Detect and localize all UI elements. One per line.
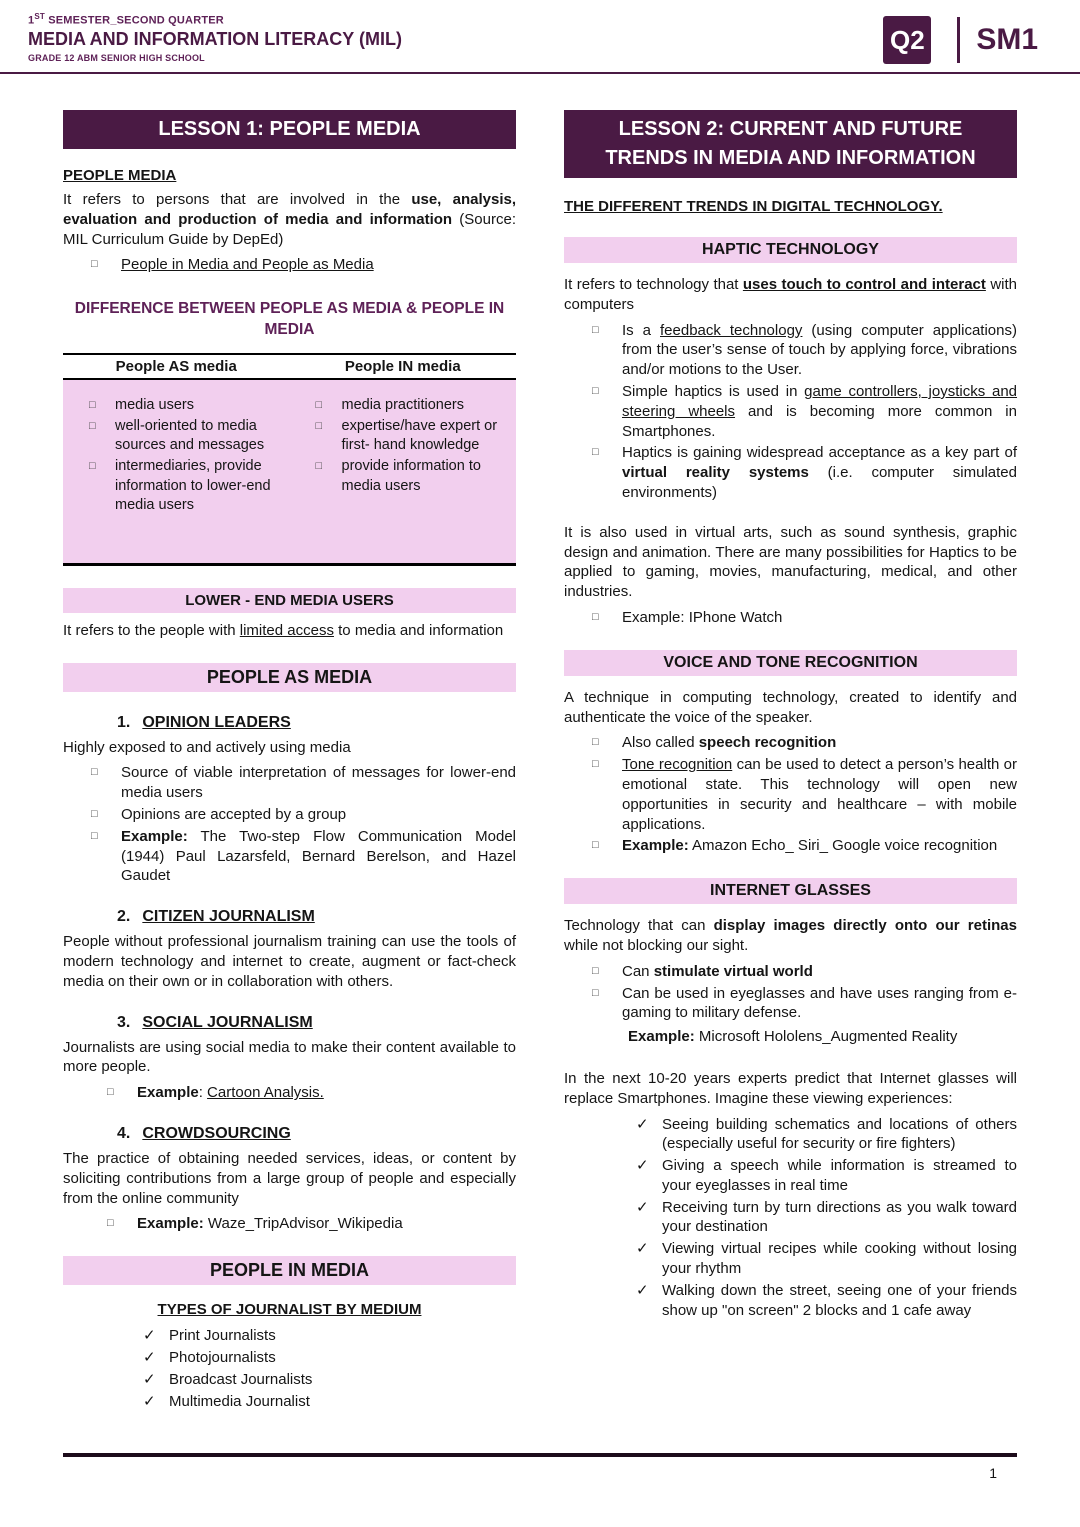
item-title: OPINION LEADERS: [142, 713, 291, 731]
example-list-item: [107, 1214, 516, 1234]
square-bullet-icon: □: [592, 964, 599, 977]
square-bullet-icon: □: [592, 446, 599, 459]
table-list-item: [89, 396, 280, 415]
check-icon: ✓: [143, 1348, 156, 1366]
square-bullet-icon: □: [107, 1086, 114, 1099]
check-list-item: [636, 1115, 1017, 1155]
table-list-item: [89, 417, 280, 455]
quarter-badge: Q2: [883, 16, 931, 64]
table-list-item: [89, 457, 280, 514]
glasses-intro: Technology that can display images directly onto our retinas while not blocking our sight.: [564, 917, 1017, 954]
check-icon: ✓: [143, 1370, 156, 1388]
square-bullet-icon: □: [592, 384, 599, 397]
lesson1-column: [63, 110, 516, 1413]
list-item-text: Example: The Two-step Flow Communication Model (1944) Paul Lazarsfeld, Bernard Berelson, and Hazel Gaudet: [121, 827, 516, 885]
brand-logo: SM1: [957, 17, 1038, 63]
footer-rule: [63, 1453, 1017, 1457]
list-item: [592, 755, 1017, 834]
item-title: CITIZEN JOURNALISM: [142, 908, 315, 926]
glasses-example-line: Example: Microsoft Hololens_Augmented Reality: [628, 1028, 958, 1046]
crowdsourcing-intro: The practice of obtaining needed services, ideas, or content by soliciting contributions from a large group of people and especially from the online community: [63, 1149, 516, 1207]
item-title: SOCIAL JOURNALISM: [142, 1013, 313, 1031]
example-text: Example: Amazon Echo_ Siri_ Google voice recognition: [622, 837, 998, 855]
list-item-text: Source of viable interpretation of messages for lower-end media users: [121, 764, 516, 802]
example-text: Example: Cartoon Analysis.: [137, 1084, 324, 1102]
people-media-heading: PEOPLE MEDIA: [63, 167, 177, 184]
course-title: MEDIA AND INFORMATION LITERACY (MIL): [28, 28, 402, 49]
internet-glasses-banner: INTERNET GLASSES: [564, 878, 1017, 904]
check-list-item: [636, 1198, 1017, 1238]
page-header: [0, 0, 1080, 74]
square-bullet-icon: □: [91, 807, 98, 820]
square-bullet-icon: □: [91, 766, 98, 779]
list-item-text: Opinions are accepted by a group: [121, 805, 347, 823]
table-item-text: expertise/have expert or first- hand knowledge: [341, 418, 498, 454]
example-text: Example: Waze_TripAdvisor_Wikipedia: [137, 1215, 403, 1233]
table-item-text: intermediaries, provide information to lower-end media users: [115, 458, 271, 513]
example-text: Example: IPhone Watch: [622, 608, 783, 626]
check-icon: ✓: [636, 1240, 649, 1258]
crowdsourcing-heading: [117, 1125, 516, 1143]
check-item-text: Walking down the street, seeing one of your friends show up "on screen" 2 blocks and 1 cafe away: [662, 1281, 1017, 1319]
check-icon: ✓: [636, 1157, 649, 1175]
square-bullet-icon: □: [592, 323, 599, 336]
check-list-item: [636, 1239, 1017, 1279]
check-item-text: Giving a speech while information is streamed to your eyeglasses in real time: [662, 1157, 1017, 1194]
people-in-media-banner: PEOPLE IN MEDIA: [63, 1256, 516, 1285]
voice-intro: A technique in computing technology, created to identify and authenticate the voice of the speaker.: [564, 688, 1017, 726]
item-number: 2.: [117, 908, 131, 926]
col-header-people-as-media: People AS media: [115, 358, 237, 376]
lower-end-definition: It refers to the people with limited access to media and information: [63, 621, 504, 639]
social-journalism-heading: [117, 1014, 516, 1032]
table-list-item: [316, 396, 507, 415]
list-item: [91, 255, 516, 275]
square-bullet-icon: □: [89, 420, 96, 433]
check-list-item: [143, 1392, 516, 1412]
table-list-item: [316, 457, 507, 495]
check-item-text: Multimedia Journalist: [169, 1392, 310, 1410]
people-in-media-cell: [290, 394, 517, 517]
list-item: [91, 805, 516, 825]
list-item-text: Is a feedback technology (using computer applications) from the user’s sense of touch by applying force, vibrations and/or motions to the User.: [622, 321, 1017, 379]
page-footer: [0, 1453, 1080, 1527]
check-list-item: [143, 1348, 516, 1368]
square-bullet-icon: □: [91, 258, 98, 271]
list-item-text: Tone recognition can be used to detect a person’s health or emotional state. This technology will open new opportunities in security and healthcare – with mobile applications.: [622, 756, 1018, 833]
list-item: [592, 321, 1017, 380]
list-item: [592, 962, 1017, 982]
col-header-people-in-media: People IN media: [344, 358, 461, 376]
item-number: 4.: [117, 1124, 131, 1142]
example-list-item: [592, 608, 1017, 628]
square-bullet-icon: □: [315, 420, 323, 433]
check-item-text: Seeing building schematics and locations of others (especially useful for security or fire fighters): [662, 1115, 1017, 1153]
table-item-text: well-oriented to media sources and messages: [115, 418, 265, 454]
lesson1-banner: LESSON 1: PEOPLE MEDIA: [63, 110, 516, 149]
square-bullet-icon: □: [89, 460, 96, 473]
check-item-text: Broadcast Journalists: [169, 1370, 313, 1388]
check-icon: ✓: [636, 1115, 649, 1133]
lower-end-banner: LOWER - END MEDIA USERS: [63, 588, 516, 613]
check-list-item: [143, 1326, 516, 1346]
example-list-item: [107, 1083, 516, 1103]
square-bullet-icon: □: [592, 986, 599, 999]
square-bullet-icon: □: [89, 399, 96, 412]
list-item-text: Simple haptics is used in game controllers, joysticks and steering wheels and is becoming more common in Smartphones.: [622, 382, 1018, 440]
difference-heading: DIFFERENCE BETWEEN PEOPLE AS MEDIA & PEOPLE IN MEDIA: [74, 300, 505, 339]
people-as-media-cell: [63, 394, 290, 517]
item-number: 3.: [117, 1013, 131, 1031]
digital-trends-heading: THE DIFFERENT TRENDS IN DIGITAL TECHNOLOGY.: [564, 198, 943, 215]
social-journalism-intro: Journalists are using social media to make their content available to more people.: [63, 1038, 516, 1076]
list-item: [91, 763, 516, 803]
types-of-journalist-heading: TYPES OF JOURNALIST BY MEDIUM: [157, 1301, 422, 1319]
square-bullet-icon: □: [107, 1217, 114, 1230]
lesson2-column: [564, 110, 1017, 1322]
header-text-block: [28, 12, 402, 63]
check-icon: ✓: [636, 1281, 649, 1299]
list-item-text: Haptics is gaining widespread acceptance as a key part of virtual reality systems (i.e. computer simulated environments): [622, 444, 1017, 501]
list-item-text: Can stimulate virtual world: [622, 962, 813, 980]
check-list-item: [636, 1156, 1017, 1196]
comparison-table-header: [63, 355, 516, 380]
item-number: 1.: [117, 713, 131, 731]
square-bullet-icon: □: [592, 758, 599, 771]
table-list-item: [316, 417, 507, 455]
check-list-item: [143, 1370, 516, 1390]
voice-tone-banner: VOICE AND TONE RECOGNITION: [564, 650, 1017, 676]
square-bullet-icon: □: [315, 399, 323, 412]
list-item-text: Also called speech recognition: [622, 734, 837, 752]
table-item-text: provide information to media users: [341, 458, 481, 494]
haptic-outro: It is also used in virtual arts, such as sound synthesis, graphic design and animation. There are many possibilities for Haptics to be applied to gaming, movies, manufacturing, medical, and other industries.: [564, 523, 1017, 601]
grade-label: GRADE 12 ABM SENIOR HIGH SCHOOL: [28, 52, 205, 63]
list-item-text: People in Media and People as Media: [121, 256, 374, 274]
haptic-technology-banner: HAPTIC TECHNOLOGY: [564, 237, 1017, 263]
square-bullet-icon: □: [91, 829, 98, 842]
opinion-leaders-heading: [117, 714, 516, 732]
check-item-text: Receiving turn by turn directions as you walk toward your destination: [662, 1198, 1017, 1236]
square-bullet-icon: □: [592, 610, 599, 623]
list-item-text: Can be used in eyeglasses and have uses ranging from e-gaming to military defense.: [622, 984, 1017, 1022]
table-item-text: media practitioners: [341, 397, 464, 414]
citizen-journalism-heading: [117, 908, 516, 926]
check-icon: ✓: [143, 1392, 156, 1410]
citizen-journalism-intro: People without professional journalism training can use the tools of modern technology and internet to create, augment or fact-check media on their own or in collaboration with others.: [63, 933, 516, 990]
haptic-intro: It refers to technology that uses touch to control and interact with computers: [564, 276, 1017, 313]
semester-label: 1ST SEMESTER_SECOND QUARTER: [28, 12, 224, 27]
list-item: [592, 443, 1017, 502]
check-item-text: Viewing virtual recipes while cooking without losing your rhythm: [662, 1240, 1017, 1278]
square-bullet-icon: □: [592, 736, 599, 749]
square-bullet-icon: □: [315, 460, 323, 473]
check-list-item: [636, 1281, 1017, 1321]
list-item: [592, 984, 1017, 1024]
content-columns: [0, 74, 1080, 1413]
list-item: [592, 382, 1017, 441]
comparison-table-body: [63, 380, 516, 566]
check-icon: ✓: [143, 1327, 156, 1345]
lesson2-banner: LESSON 2: CURRENT AND FUTURE TRENDS IN MEDIA AND INFORMATION: [564, 110, 1017, 178]
table-item-text: media users: [115, 397, 194, 414]
glasses-future-paragraph: In the next 10-20 years experts predict that Internet glasses will replace Smartphones. Imagine these viewing experiences:: [564, 1069, 1017, 1107]
list-item: [91, 827, 516, 886]
check-item-text: Photojournalists: [169, 1348, 276, 1366]
check-icon: ✓: [636, 1198, 649, 1216]
square-bullet-icon: □: [592, 839, 599, 852]
people-media-definition: It refers to persons that are involved in the use, analysis, evaluation and production of media and information (Source: MIL Curriculum Guide by DepEd): [63, 191, 516, 248]
list-item: [592, 733, 1017, 753]
check-item-text: Print Journalists: [169, 1327, 276, 1345]
comparison-table: [63, 353, 516, 566]
item-title: CROWDSOURCING: [142, 1124, 291, 1142]
opinion-leaders-intro: Highly exposed to and actively using media: [63, 738, 351, 756]
page-number: 1: [989, 1465, 997, 1481]
header-logo-block: [883, 12, 1052, 64]
example-list-item: [592, 836, 1017, 856]
people-as-media-banner: PEOPLE AS MEDIA: [63, 663, 516, 692]
